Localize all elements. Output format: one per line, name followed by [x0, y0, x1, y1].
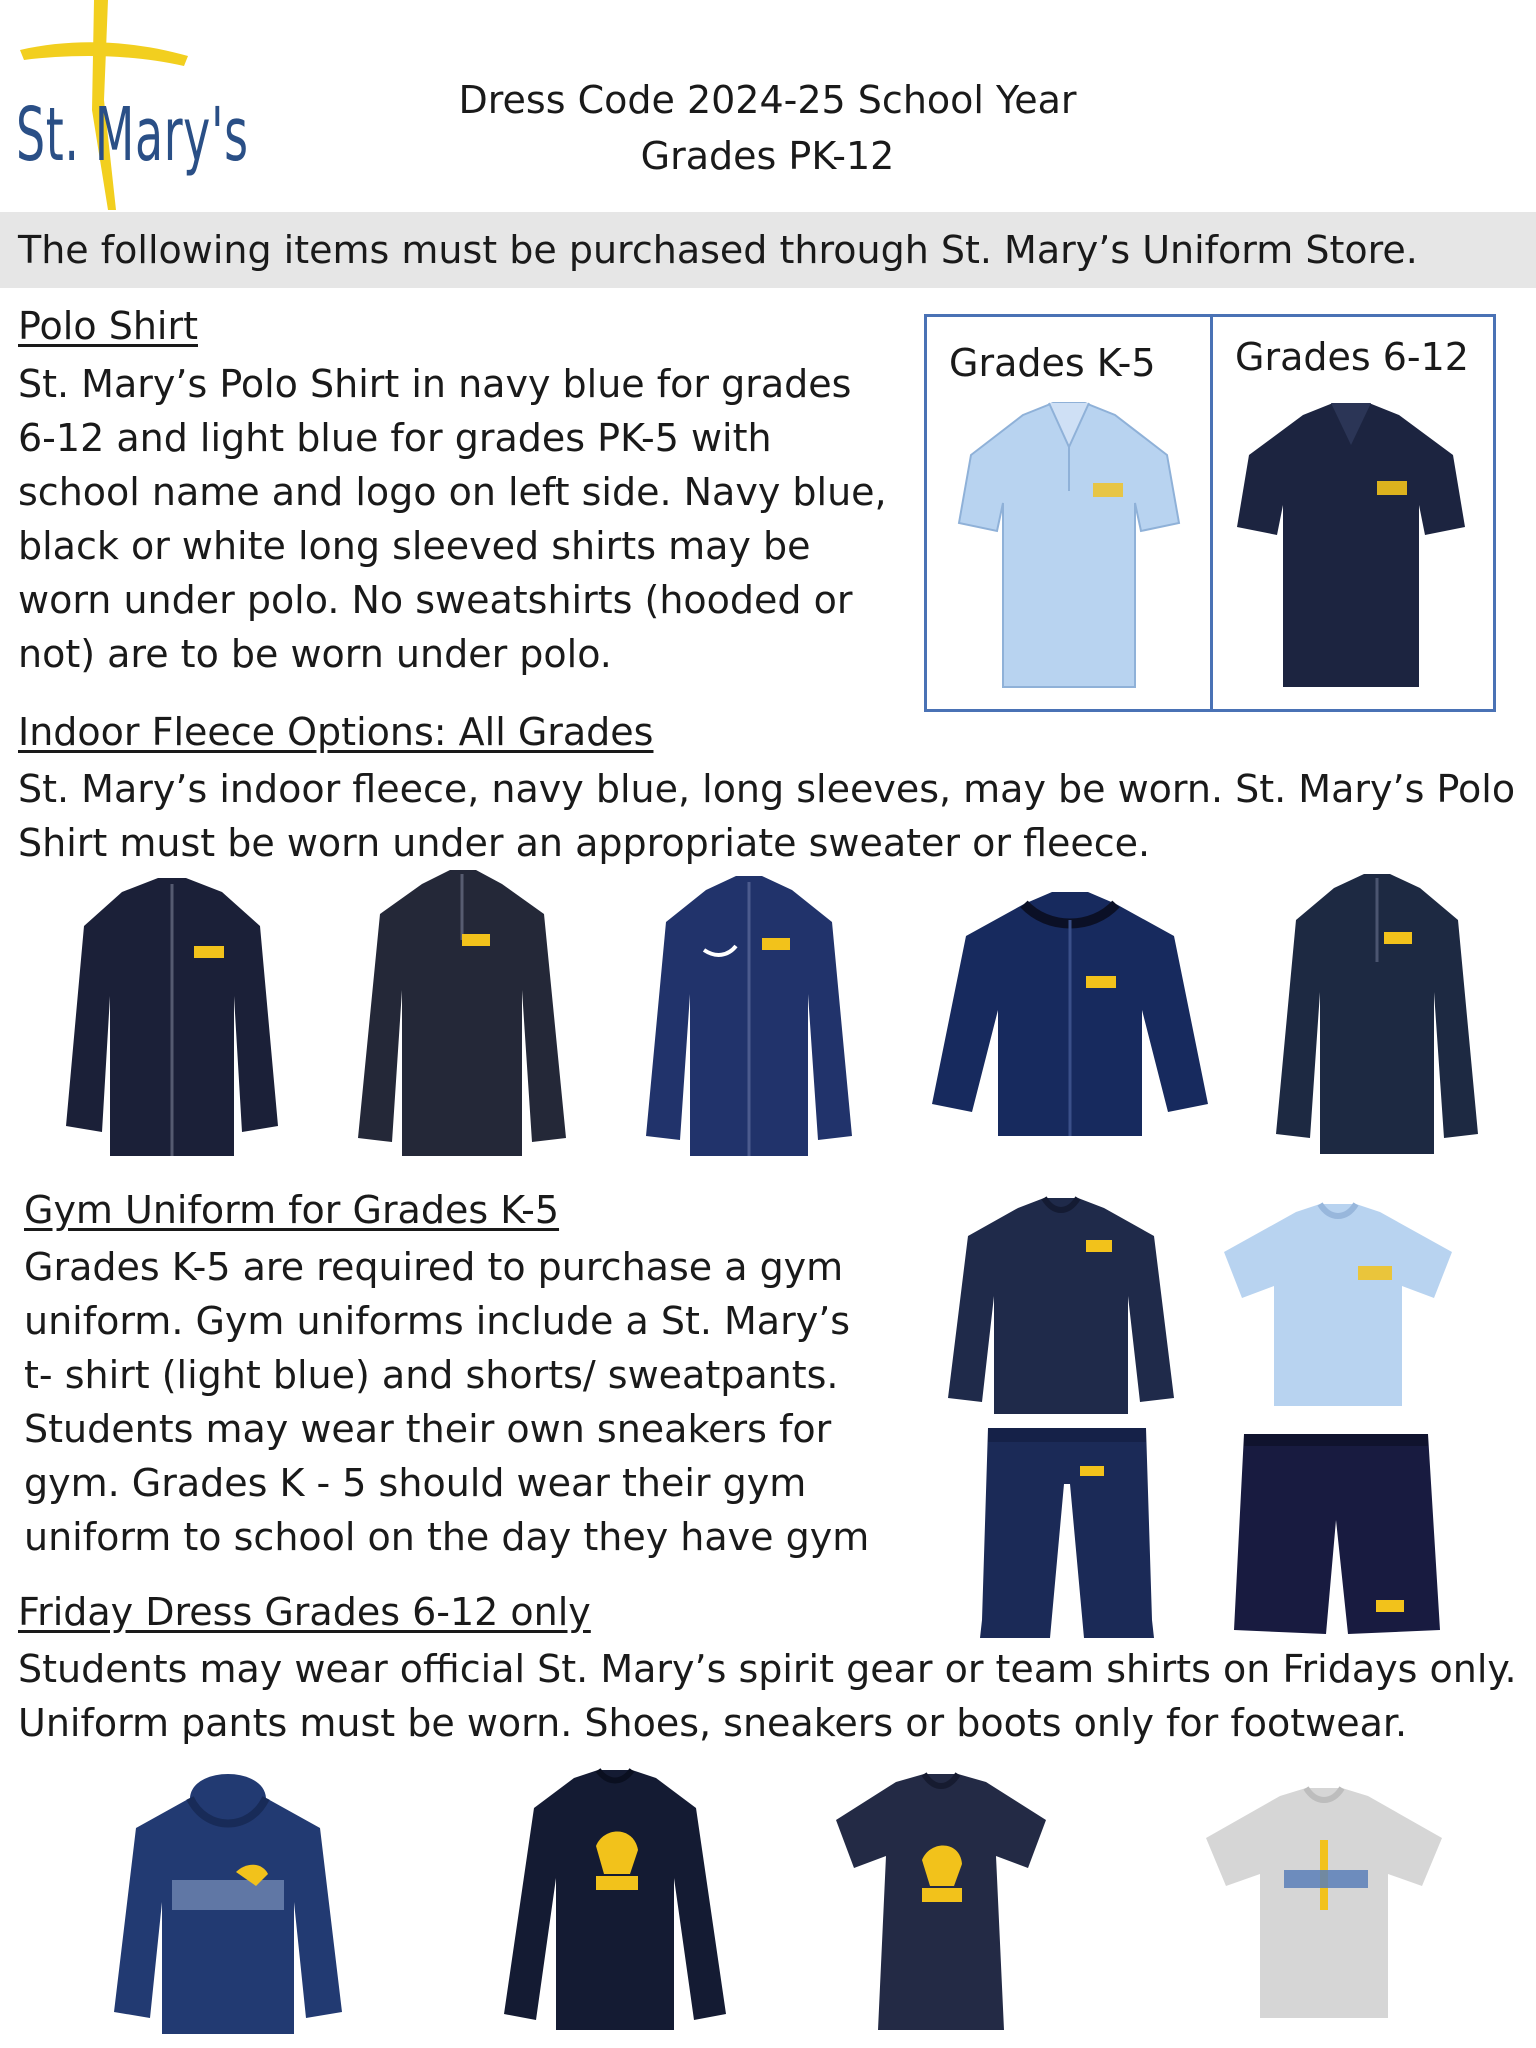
logo-wordmark: St. Mary's [16, 92, 249, 178]
fleece-jacket-image [928, 890, 1212, 1140]
hoodie-image [106, 1762, 350, 2038]
fleece-jacket-image [62, 876, 284, 1158]
friday-body: Students may wear official St. Mary’s spirit gear or team shirts on Fridays only. Uniform pants must be worn. Shoes, sneakers or boots only for footwear. [18, 1647, 1517, 1745]
polo-body: St. Mary’s Polo Shirt in navy blue for grades 6-12 and light blue for grades PK-5 with school name and logo on left side. Navy blue, black or white long sleeved shirts may be worn under polo. No sweatshirts (hooded or not) are to be worn under polo. [18, 362, 887, 676]
document-title [300, 72, 1235, 184]
polo-label-k5: Grades K-5 [949, 341, 1156, 385]
school-logo [12, 0, 272, 210]
fleece-gallery [40, 870, 1520, 1170]
purchase-banner: The following items must be purchased through St. Mary’s Uniform Store. [0, 212, 1536, 288]
sweatshirt-image [352, 870, 572, 1160]
t-shirt-image [826, 1772, 1056, 2034]
polo-shirt-image [953, 395, 1185, 695]
gym-gallery [930, 1190, 1470, 1650]
gym-heading: Gym Uniform for Grades K-5 [24, 1188, 560, 1232]
shorts-image [1230, 1430, 1442, 1640]
polo-label-6-12: Grades 6-12 [1235, 335, 1469, 379]
polo-box-divider [1210, 317, 1213, 709]
friday-gallery [60, 1752, 1480, 2042]
polo-comparison-box [924, 314, 1496, 712]
gym-body: Grades K-5 are required to purchase a gym uniform. Gym uniforms include a St. Mary’s t- shirt (light blue) and shorts/ sweatpants. Students may wear their own sneakers for gym. Grades K - 5 should wear their gym uniform to school on the day they have gym [24, 1245, 870, 1559]
polo-heading: Polo Shirt [18, 304, 198, 348]
polo-shirt-image [1231, 395, 1471, 695]
fleece-jacket-image [640, 874, 858, 1160]
sweatpants-image [976, 1424, 1158, 1642]
fleece-body: St. Mary’s indoor fleece, navy blue, long sleeves, may be worn. St. Mary’s Polo Shirt must be worn under an appropriate sweater or fleece. [18, 767, 1516, 865]
fleece-heading: Indoor Fleece Options: All Grades [18, 710, 654, 754]
sweatshirt-image [944, 1196, 1178, 1418]
title-line-1: Dress Code 2024-25 School Year [458, 78, 1077, 122]
title-line-2: Grades PK-12 [640, 134, 895, 178]
fleece-jacket-image [1272, 872, 1482, 1158]
t-shirt-image [1216, 1202, 1460, 1412]
t-shirt-image [1198, 1786, 1450, 2022]
long-sleeve-tee-image [500, 1768, 730, 2034]
friday-heading: Friday Dress Grades 6-12 only [18, 1590, 591, 1634]
